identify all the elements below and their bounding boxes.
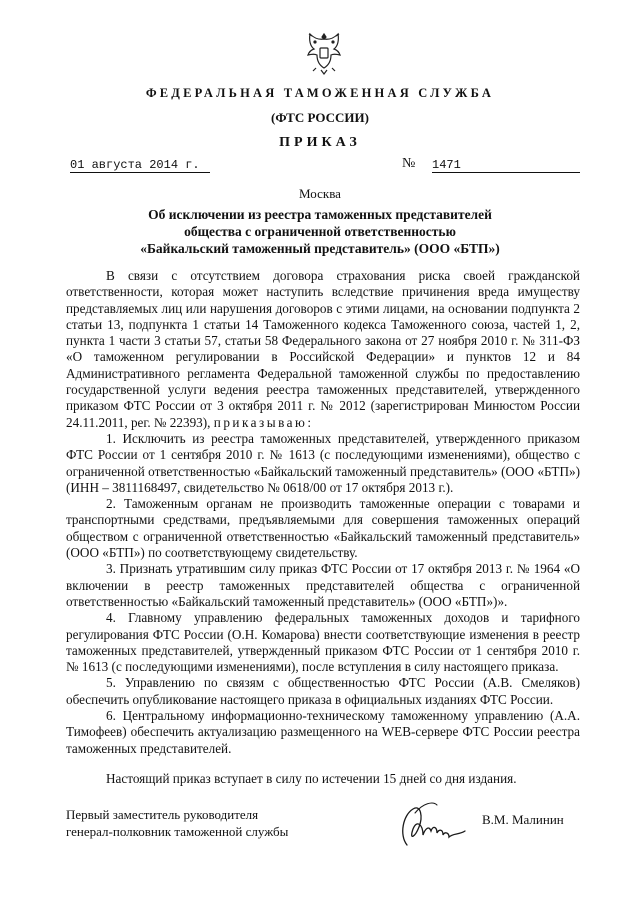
order-item-6: 6. Центральному информационно-техническому таможенному управлению (А.А. Тимофеев) обеспечить актуализацию размещенного на WEB-сервере ФТС России реестра таможенных представителей. [66,708,580,756]
document-title [80,206,560,257]
handwritten-signature-icon [393,795,473,855]
order-item-5: 5. Управлению по связям с общественностью ФТС России (А.В. Смеляков) обеспечить опубликование настоящего приказа в официальных изданиях ФТС России. [66,675,580,707]
order-number: 1471 [432,158,580,173]
order-date: 01 августа 2014 г. [70,158,210,173]
signatory-name: В.М. Малинин [482,812,564,827]
order-number-label: № [402,156,416,171]
agency-short-name: (ФТС РОССИИ) [271,110,369,125]
document-title-line: Об исключении из реестра таможенных представителей [148,207,492,222]
order-item-3: 3. Признать утратившим силу приказ ФТС России от 17 октября 2013 г. № 1964 «О включении в реестр таможенных представителей общества с ограниченной ответственностью «Байкальский таможенный представитель» (ООО «БТП»)». [66,561,580,609]
document-title-line: общества с ограниченной ответственностью [184,224,456,239]
order-item-2: 2. Таможенным органам не производить таможенные операции с товарами и транспортными средствами, предъявляемыми для совершения таможенных операций обществом с ограниченной ответственностью «Байкальский таможенный представитель» (ООО «БТП») по соответствующему свидетельству. [66,496,580,561]
signatory-position-line: генерал-полковник таможенной службы [66,824,289,839]
document-type: ПРИКАЗ [279,135,361,150]
signatory-position [66,806,288,840]
agency-name: ФЕДЕРАЛЬНАЯ ТАМОЖЕННАЯ СЛУЖБА [145,86,495,100]
final-paragraph: Настоящий приказ вступает в силу по истечении 15 дней со дня издания. [106,770,517,786]
intro-paragraph [66,268,580,431]
document-title-line: «Байкальский таможенный представитель» (ООО «БТП») [140,241,500,256]
document-body [66,268,580,787]
city: Москва [299,186,341,201]
order-item-4: 4. Главному управлению федеральных таможенных доходов и тарифного регулирования ФТС России (О.Н. Комарова) внести соответствующие изменения в реестр таможенных представителей, утвержденный приказом ФТС России от 1 сентября 2010 г. № 1613 (с последующими изменениями), после вступления в силу настоящего приказа. [66,610,580,675]
order-keyword: приказываю: [213,414,314,430]
order-item-1: 1. Исключить из реестра таможенных представителей, утвержденного приказом ФТС России от 1 сентября 2010 г. № 1613 (с последующими изменениями), общество с ограниченной ответственностью «Байкальский таможенный представитель» (ООО «БТП») (ИНН – 3811168497, свидетельство № 0618/00 от 17 октября 2013 г.). [66,430,580,495]
signatory-position-line: Первый заместитель руководителя [66,807,259,822]
double-headed-eagle-emblem-icon [304,30,344,76]
intro-text: В связи с отсутствием договора страхования риска своей гражданской ответственности, которая может наступить вследствие причинения вреда имуществу представляемых лиц или нарушения договоров с этими лицами, на основании подпункта 2 статьи 13, подпункта 1 статьи 14 Таможенного кодекса Таможенного союза, частей 1, 2, пункта 1 части 3 статьи 57, статьи 58 Федерального закона от 27 ноября 2010 г. № 311-ФЗ «О таможенном регулировании в Российской Федерации» и пунктов 12 и 84 Административного регламента Федеральной таможенной службы по предоставлению государственной услуги ведения реестра таможенных представителей, утвержденного приказом ФТС России от 3 октября 2011 г. № 2012 (зарегистрирован Минюстом России 24.11.2011, рег. № 22393), [66,268,580,430]
